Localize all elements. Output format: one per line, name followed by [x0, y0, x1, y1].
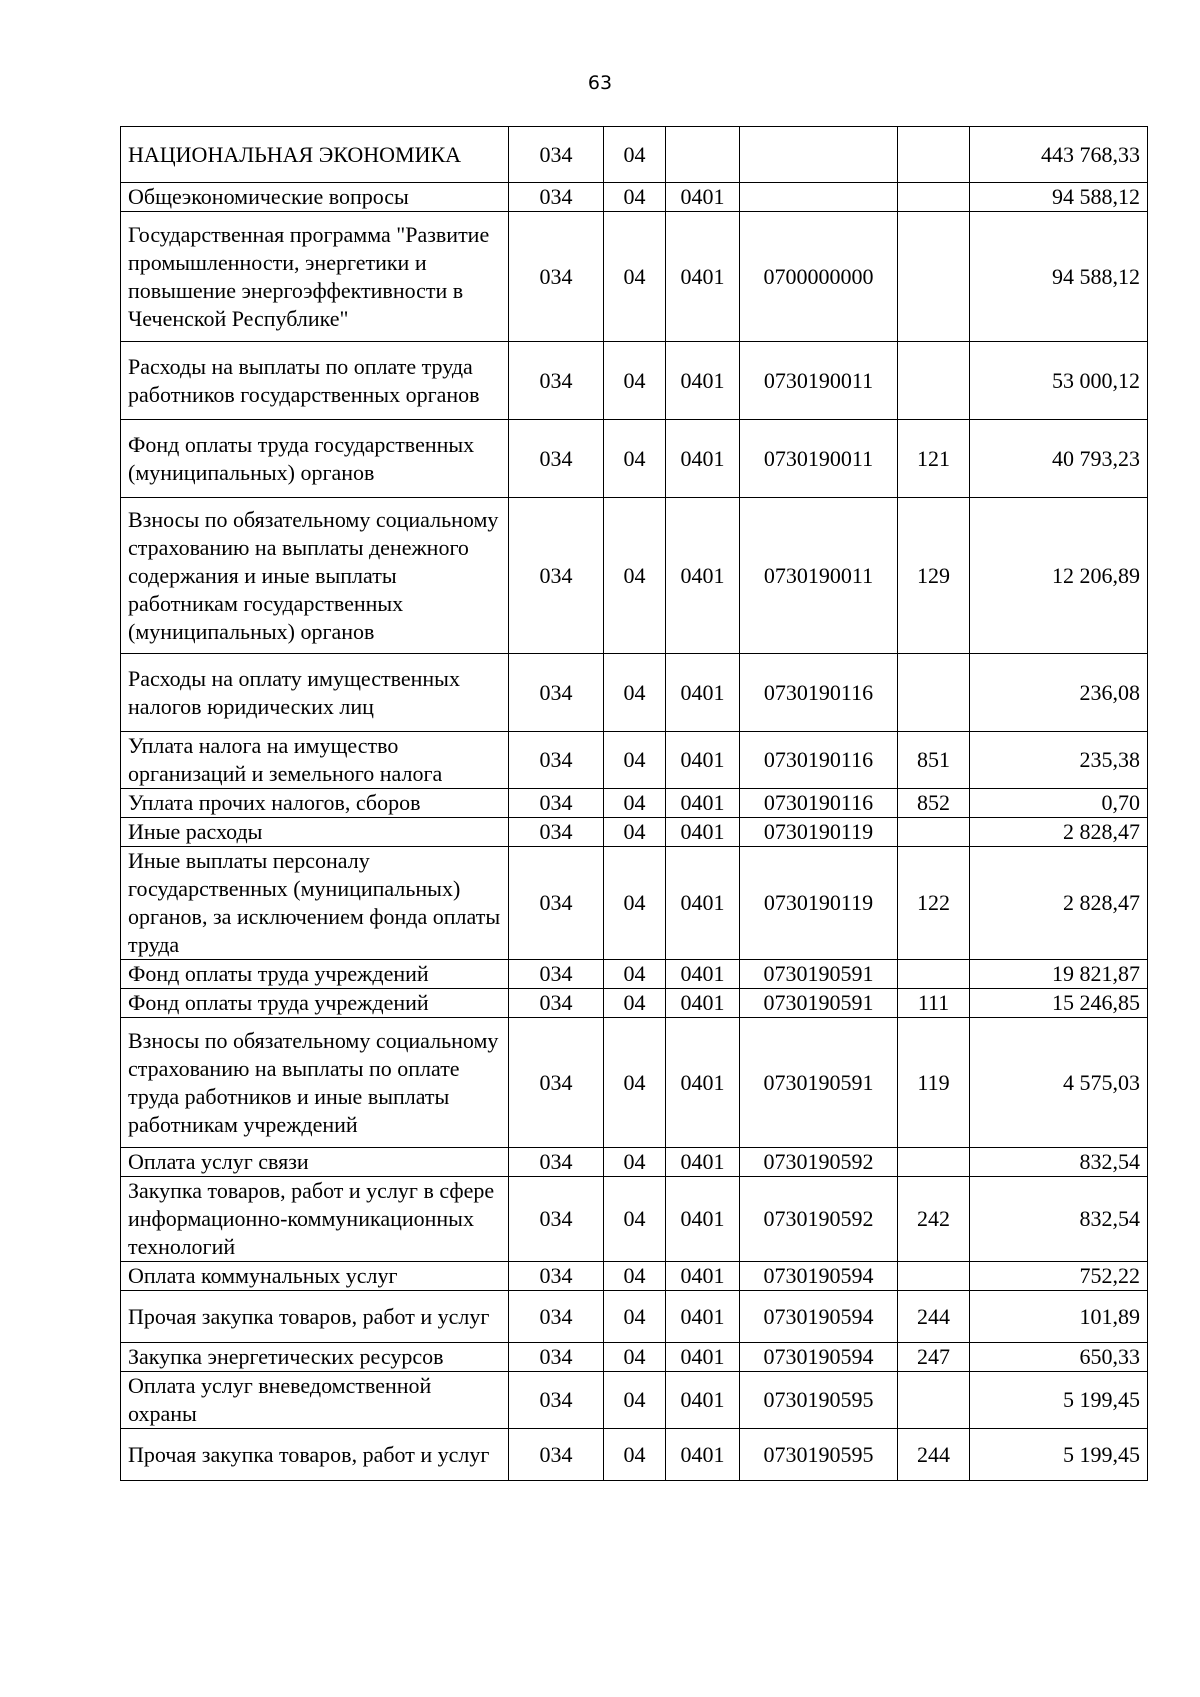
row-expense-type-cell: 244 [898, 1291, 970, 1343]
row-grbs-cell: 034 [509, 847, 604, 960]
table-row [121, 1372, 1148, 1429]
row-grbs-cell: 034 [509, 183, 604, 212]
row-target-article-cell: 0730190591 [740, 989, 898, 1018]
row-name-cell: Иные расходы [121, 818, 509, 847]
row-subsection-cell: 0401 [666, 1262, 740, 1291]
table-row [121, 342, 1148, 420]
row-amount-cell: 53 000,12 [970, 342, 1148, 420]
row-target-article-cell: 0730190595 [740, 1429, 898, 1481]
table-row [121, 1429, 1148, 1481]
row-amount-cell: 4 575,03 [970, 1018, 1148, 1148]
row-section-cell: 04 [604, 183, 666, 212]
row-amount-cell: 443 768,33 [970, 127, 1148, 183]
row-name-cell: Уплата налога на имущество организаций и земельного налога [121, 732, 509, 789]
table-row [121, 732, 1148, 789]
row-grbs-cell: 034 [509, 654, 604, 732]
row-target-article-cell: 0730190594 [740, 1262, 898, 1291]
row-section-cell: 04 [604, 1291, 666, 1343]
row-subsection-cell: 0401 [666, 1343, 740, 1372]
row-amount-cell: 15 246,85 [970, 989, 1148, 1018]
row-name-cell: Иные выплаты персоналу государственных (муниципальных) органов, за исключением фонда оплаты труда [121, 847, 509, 960]
row-name-cell: Прочая закупка товаров, работ и услуг [121, 1291, 509, 1343]
row-subsection-cell: 0401 [666, 420, 740, 498]
row-subsection-cell: 0401 [666, 1372, 740, 1429]
row-target-article-cell: 0730190011 [740, 342, 898, 420]
row-target-article-cell: 0730190592 [740, 1148, 898, 1177]
row-grbs-cell: 034 [509, 989, 604, 1018]
row-target-article-cell: 0730190011 [740, 420, 898, 498]
row-name-cell: Закупка товаров, работ и услуг в сфере информационно-коммуникационных технологий [121, 1177, 509, 1262]
row-subsection-cell: 0401 [666, 1177, 740, 1262]
row-target-article-cell: 0730190594 [740, 1291, 898, 1343]
row-name-cell: Фонд оплаты труда учреждений [121, 960, 509, 989]
row-subsection-cell: 0401 [666, 847, 740, 960]
row-expense-type-cell [898, 127, 970, 183]
row-subsection-cell: 0401 [666, 989, 740, 1018]
row-amount-cell: 5 199,45 [970, 1429, 1148, 1481]
row-amount-cell: 832,54 [970, 1148, 1148, 1177]
row-amount-cell: 19 821,87 [970, 960, 1148, 989]
row-subsection-cell [666, 127, 740, 183]
row-target-article-cell: 0730190591 [740, 1018, 898, 1148]
table-row [121, 989, 1148, 1018]
row-target-article-cell: 0730190116 [740, 654, 898, 732]
row-name-cell: Государственная программа "Развитие промышленности, энергетики и повышение энергоэффективности в Чеченской Республике" [121, 212, 509, 342]
table-row [121, 1343, 1148, 1372]
row-grbs-cell: 034 [509, 1372, 604, 1429]
row-section-cell: 04 [604, 654, 666, 732]
row-section-cell: 04 [604, 1148, 666, 1177]
row-grbs-cell: 034 [509, 127, 604, 183]
row-grbs-cell: 034 [509, 1343, 604, 1372]
row-subsection-cell: 0401 [666, 960, 740, 989]
row-name-cell: Взносы по обязательному социальному страхованию на выплаты денежного содержания и иные выплаты работникам государственных (муниципальных) органов [121, 498, 509, 654]
row-target-article-cell: 0730190119 [740, 847, 898, 960]
table-row [121, 498, 1148, 654]
row-subsection-cell: 0401 [666, 1429, 740, 1481]
row-amount-cell: 235,38 [970, 732, 1148, 789]
row-section-cell: 04 [604, 1372, 666, 1429]
row-subsection-cell: 0401 [666, 212, 740, 342]
row-subsection-cell: 0401 [666, 789, 740, 818]
row-name-cell: Оплата услуг вневедомственной охраны [121, 1372, 509, 1429]
row-expense-type-cell: 119 [898, 1018, 970, 1148]
row-expense-type-cell: 247 [898, 1343, 970, 1372]
row-amount-cell: 752,22 [970, 1262, 1148, 1291]
row-subsection-cell: 0401 [666, 1148, 740, 1177]
row-target-article-cell: 0730190116 [740, 732, 898, 789]
row-target-article-cell [740, 127, 898, 183]
row-amount-cell: 94 588,12 [970, 183, 1148, 212]
row-name-cell: Прочая закупка товаров, работ и услуг [121, 1429, 509, 1481]
table-row [121, 1177, 1148, 1262]
row-section-cell: 04 [604, 1177, 666, 1262]
row-name-cell: Расходы на оплату имущественных налогов юридических лиц [121, 654, 509, 732]
row-target-article-cell [740, 183, 898, 212]
row-name-cell: Расходы на выплаты по оплате труда работников государственных органов [121, 342, 509, 420]
row-amount-cell: 5 199,45 [970, 1372, 1148, 1429]
row-expense-type-cell: 244 [898, 1429, 970, 1481]
row-subsection-cell: 0401 [666, 1291, 740, 1343]
row-subsection-cell: 0401 [666, 732, 740, 789]
row-target-article-cell: 0730190011 [740, 498, 898, 654]
row-section-cell: 04 [604, 960, 666, 989]
row-expense-type-cell [898, 1262, 970, 1291]
row-subsection-cell: 0401 [666, 498, 740, 654]
row-grbs-cell: 034 [509, 498, 604, 654]
row-section-cell: 04 [604, 498, 666, 654]
row-grbs-cell: 034 [509, 1177, 604, 1262]
row-grbs-cell: 034 [509, 1291, 604, 1343]
row-amount-cell: 2 828,47 [970, 818, 1148, 847]
table-row [121, 183, 1148, 212]
table-row [121, 1148, 1148, 1177]
row-section-cell: 04 [604, 989, 666, 1018]
row-expense-type-cell: 851 [898, 732, 970, 789]
table-row [121, 789, 1148, 818]
row-section-cell: 04 [604, 127, 666, 183]
row-grbs-cell: 034 [509, 1429, 604, 1481]
row-grbs-cell: 034 [509, 1148, 604, 1177]
row-subsection-cell: 0401 [666, 654, 740, 732]
page-number: 63 [587, 72, 613, 94]
row-expense-type-cell: 121 [898, 420, 970, 498]
row-section-cell: 04 [604, 420, 666, 498]
row-grbs-cell: 034 [509, 818, 604, 847]
row-target-article-cell: 0730190116 [740, 789, 898, 818]
row-expense-type-cell [898, 1372, 970, 1429]
row-section-cell: 04 [604, 212, 666, 342]
row-target-article-cell: 0730190119 [740, 818, 898, 847]
row-grbs-cell: 034 [509, 342, 604, 420]
row-expense-type-cell [898, 960, 970, 989]
row-expense-type-cell: 111 [898, 989, 970, 1018]
row-section-cell: 04 [604, 847, 666, 960]
row-target-article-cell: 0730190595 [740, 1372, 898, 1429]
table-row [121, 420, 1148, 498]
row-section-cell: 04 [604, 342, 666, 420]
row-amount-cell: 94 588,12 [970, 212, 1148, 342]
table-row [121, 1018, 1148, 1148]
row-grbs-cell: 034 [509, 732, 604, 789]
row-expense-type-cell [898, 212, 970, 342]
row-name-cell: Фонд оплаты труда государственных (муниципальных) органов [121, 420, 509, 498]
row-grbs-cell: 034 [509, 212, 604, 342]
row-amount-cell: 12 206,89 [970, 498, 1148, 654]
row-amount-cell: 236,08 [970, 654, 1148, 732]
row-amount-cell: 40 793,23 [970, 420, 1148, 498]
row-subsection-cell: 0401 [666, 183, 740, 212]
row-amount-cell: 101,89 [970, 1291, 1148, 1343]
row-section-cell: 04 [604, 1429, 666, 1481]
row-grbs-cell: 034 [509, 1018, 604, 1148]
budget-table-body [121, 127, 1148, 1481]
row-name-cell: Оплата услуг связи [121, 1148, 509, 1177]
row-name-cell: НАЦИОНАЛЬНАЯ ЭКОНОМИКА [121, 127, 509, 183]
table-row [121, 654, 1148, 732]
row-section-cell: 04 [604, 732, 666, 789]
row-name-cell: Уплата прочих налогов, сборов [121, 789, 509, 818]
row-name-cell: Взносы по обязательному социальному страхованию на выплаты по оплате труда работников и иные выплаты работникам учреждений [121, 1018, 509, 1148]
table-row [121, 1262, 1148, 1291]
row-name-cell: Фонд оплаты труда учреждений [121, 989, 509, 1018]
row-grbs-cell: 034 [509, 960, 604, 989]
row-amount-cell: 0,70 [970, 789, 1148, 818]
table-row [121, 212, 1148, 342]
row-expense-type-cell: 122 [898, 847, 970, 960]
row-subsection-cell: 0401 [666, 342, 740, 420]
row-expense-type-cell [898, 654, 970, 732]
table-row [121, 818, 1148, 847]
row-amount-cell: 2 828,47 [970, 847, 1148, 960]
table-row [121, 847, 1148, 960]
table-row [121, 127, 1148, 183]
row-name-cell: Общеэкономические вопросы [121, 183, 509, 212]
row-section-cell: 04 [604, 1343, 666, 1372]
row-amount-cell: 832,54 [970, 1177, 1148, 1262]
row-subsection-cell: 0401 [666, 1018, 740, 1148]
row-expense-type-cell [898, 342, 970, 420]
row-expense-type-cell: 852 [898, 789, 970, 818]
row-grbs-cell: 034 [509, 420, 604, 498]
row-expense-type-cell: 242 [898, 1177, 970, 1262]
row-expense-type-cell [898, 183, 970, 212]
row-name-cell: Закупка энергетических ресурсов [121, 1343, 509, 1372]
row-expense-type-cell [898, 818, 970, 847]
table-row [121, 1291, 1148, 1343]
row-subsection-cell: 0401 [666, 818, 740, 847]
table-row [121, 960, 1148, 989]
row-target-article-cell: 0730190594 [740, 1343, 898, 1372]
row-section-cell: 04 [604, 1018, 666, 1148]
row-target-article-cell: 0730190592 [740, 1177, 898, 1262]
row-grbs-cell: 034 [509, 789, 604, 818]
row-section-cell: 04 [604, 1262, 666, 1291]
row-expense-type-cell [898, 1148, 970, 1177]
budget-table [120, 126, 1148, 1481]
row-expense-type-cell: 129 [898, 498, 970, 654]
row-target-article-cell: 0700000000 [740, 212, 898, 342]
row-target-article-cell: 0730190591 [740, 960, 898, 989]
row-grbs-cell: 034 [509, 1262, 604, 1291]
row-name-cell: Оплата коммунальных услуг [121, 1262, 509, 1291]
row-amount-cell: 650,33 [970, 1343, 1148, 1372]
row-section-cell: 04 [604, 789, 666, 818]
row-section-cell: 04 [604, 818, 666, 847]
